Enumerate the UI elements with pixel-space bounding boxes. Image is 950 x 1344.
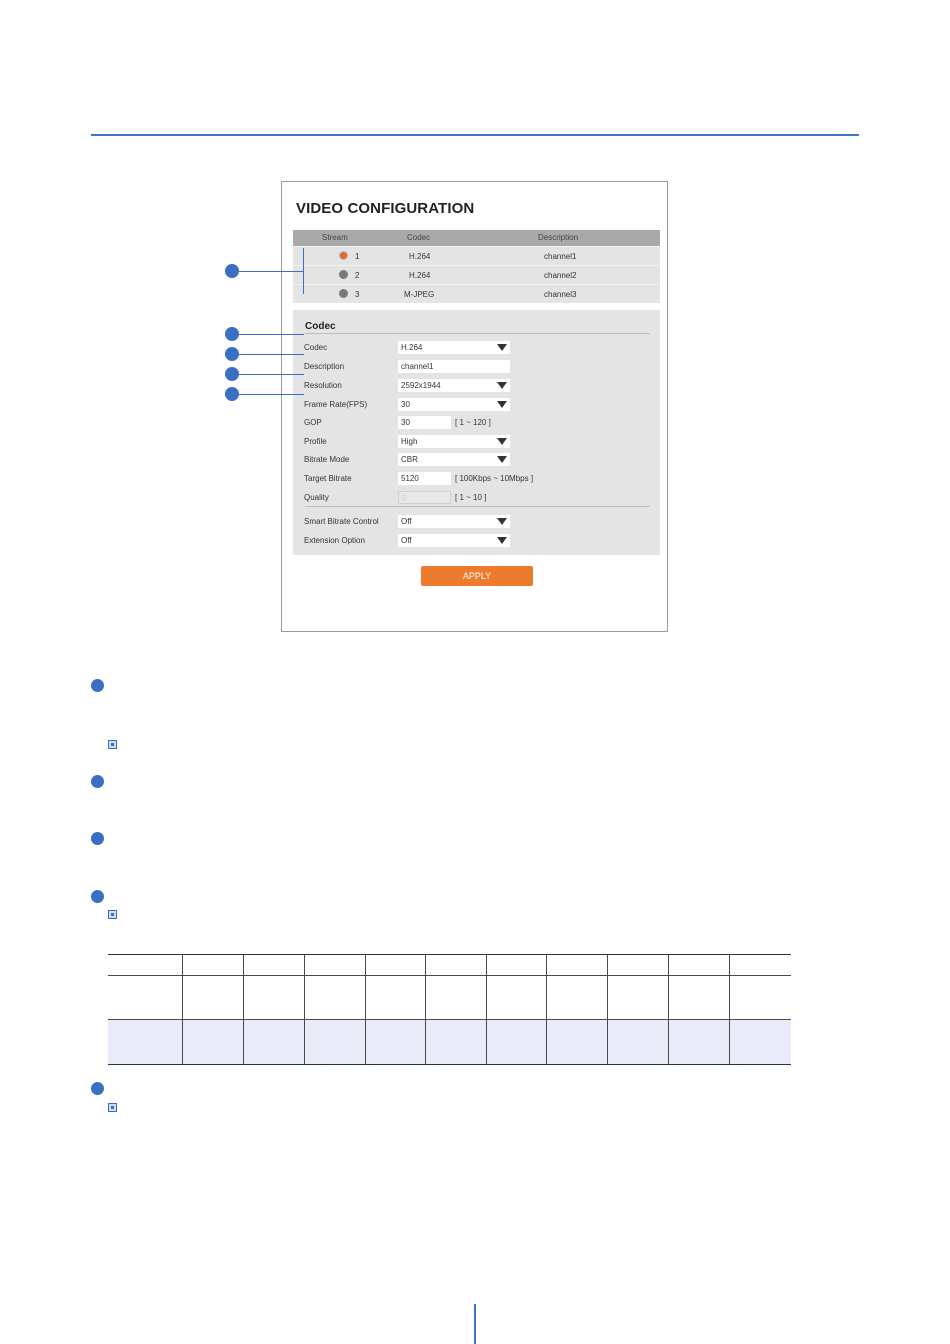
target-bitrate-label: Target Bitrate	[304, 474, 352, 483]
dropdown-arrow-icon	[497, 438, 507, 445]
apply-button[interactable]: APPLY	[421, 566, 533, 586]
stream-table	[293, 230, 660, 303]
smart-bitrate-select[interactable]	[398, 515, 510, 528]
stream-row-3[interactable]	[293, 284, 660, 303]
note-icon	[108, 1103, 117, 1112]
stream-codec: H.264	[409, 252, 431, 261]
stream-codec: M-JPEG	[404, 290, 435, 299]
quality-value: 5	[402, 494, 407, 503]
target-bitrate-input[interactable]	[398, 472, 451, 485]
callout-leader	[239, 271, 303, 272]
codec-section-title: Codec	[305, 321, 336, 332]
extension-option-value: Off	[401, 536, 412, 545]
stream-codec: H.264	[409, 271, 431, 280]
table-row	[108, 1020, 791, 1065]
stream-description: channel2	[544, 271, 577, 280]
dropdown-arrow-icon	[497, 537, 507, 544]
codec-settings	[293, 310, 660, 555]
gop-range: [ 1 ~ 120 ]	[455, 418, 491, 427]
callout-marker-4	[225, 367, 239, 381]
dropdown-arrow-icon	[497, 456, 507, 463]
dropdown-arrow-icon	[497, 518, 507, 525]
stream-row-2[interactable]	[293, 265, 660, 284]
stream-description: channel1	[544, 252, 577, 261]
codec-select[interactable]	[398, 341, 510, 354]
gop-value: 30	[401, 418, 410, 427]
extension-option-label: Extension Option	[304, 536, 365, 545]
panel-title: VIDEO CONFIGURATION	[296, 200, 475, 217]
stream-description: channel3	[544, 290, 577, 299]
smart-bitrate-value: Off	[401, 517, 412, 526]
frame-rate-select[interactable]	[398, 398, 510, 411]
bullet-marker-5	[91, 1082, 104, 1095]
target-bitrate-range: [ 100Kbps ~ 10Mbps ]	[455, 474, 534, 483]
stream-row-1[interactable]	[293, 246, 660, 265]
dropdown-arrow-icon	[497, 344, 507, 351]
frame-rate-value: 30	[401, 400, 410, 409]
bitrate-mode-select[interactable]	[398, 453, 510, 466]
stream-number: 3	[355, 290, 360, 299]
target-bitrate-value: 5120	[401, 474, 419, 483]
gop-input[interactable]	[398, 416, 451, 429]
stream-2-radio[interactable]	[339, 270, 348, 279]
header-rule	[91, 134, 859, 136]
codec-value: H.264	[401, 343, 423, 352]
header-codec: Codec	[407, 233, 431, 242]
bullet-marker-3	[91, 832, 104, 845]
bitrate-mode-value: CBR	[401, 455, 418, 464]
stream-3-radio[interactable]	[339, 289, 348, 298]
resolution-table	[108, 954, 791, 1065]
callout-leader	[239, 394, 304, 395]
callout-leader	[239, 354, 304, 355]
callout-marker-5	[225, 387, 239, 401]
quality-range: [ 1 ~ 10 ]	[455, 493, 487, 502]
note-icon	[108, 740, 117, 749]
quality-input	[398, 491, 451, 504]
callout-bracket	[303, 248, 304, 294]
resolution-select[interactable]	[398, 379, 510, 392]
stream-number: 1	[355, 252, 360, 261]
video-configuration-panel	[281, 181, 668, 632]
extension-option-select[interactable]	[398, 534, 510, 547]
stream-table-header	[293, 230, 660, 246]
callout-leader	[239, 334, 304, 335]
smart-bitrate-label: Smart Bitrate Control	[304, 517, 379, 526]
resolution-label: Resolution	[304, 381, 342, 390]
dropdown-arrow-icon	[497, 382, 507, 389]
callout-marker-1	[225, 264, 239, 278]
description-value: channel1	[401, 362, 434, 371]
dropdown-arrow-icon	[497, 401, 507, 408]
stream-number: 2	[355, 271, 360, 280]
profile-select[interactable]	[398, 435, 510, 448]
callout-marker-3	[225, 347, 239, 361]
profile-value: High	[401, 437, 418, 446]
bullet-marker-4	[91, 890, 104, 903]
divider	[305, 506, 650, 507]
divider	[305, 333, 650, 334]
note-icon	[108, 910, 117, 919]
bullet-marker-2	[91, 775, 104, 788]
bullet-marker-1	[91, 679, 104, 692]
page-marker	[474, 1304, 476, 1344]
frame-rate-label: Frame Rate(FPS)	[304, 400, 368, 409]
description-input[interactable]	[398, 360, 510, 373]
callout-leader	[239, 374, 304, 375]
stream-1-radio[interactable]	[339, 251, 348, 260]
codec-label: Codec	[304, 343, 328, 352]
gop-label: GOP	[304, 418, 322, 427]
header-stream: Stream	[322, 233, 348, 242]
table-row	[108, 976, 791, 1020]
callout-marker-2	[225, 327, 239, 341]
quality-label: Quality	[304, 493, 329, 502]
table-header-row	[108, 955, 791, 976]
header-description: Description	[538, 233, 579, 242]
description-label: Description	[304, 362, 345, 371]
bitrate-mode-label: Bitrate Mode	[304, 455, 350, 464]
resolution-value: 2592x1944	[401, 381, 441, 390]
profile-label: Profile	[304, 437, 327, 446]
